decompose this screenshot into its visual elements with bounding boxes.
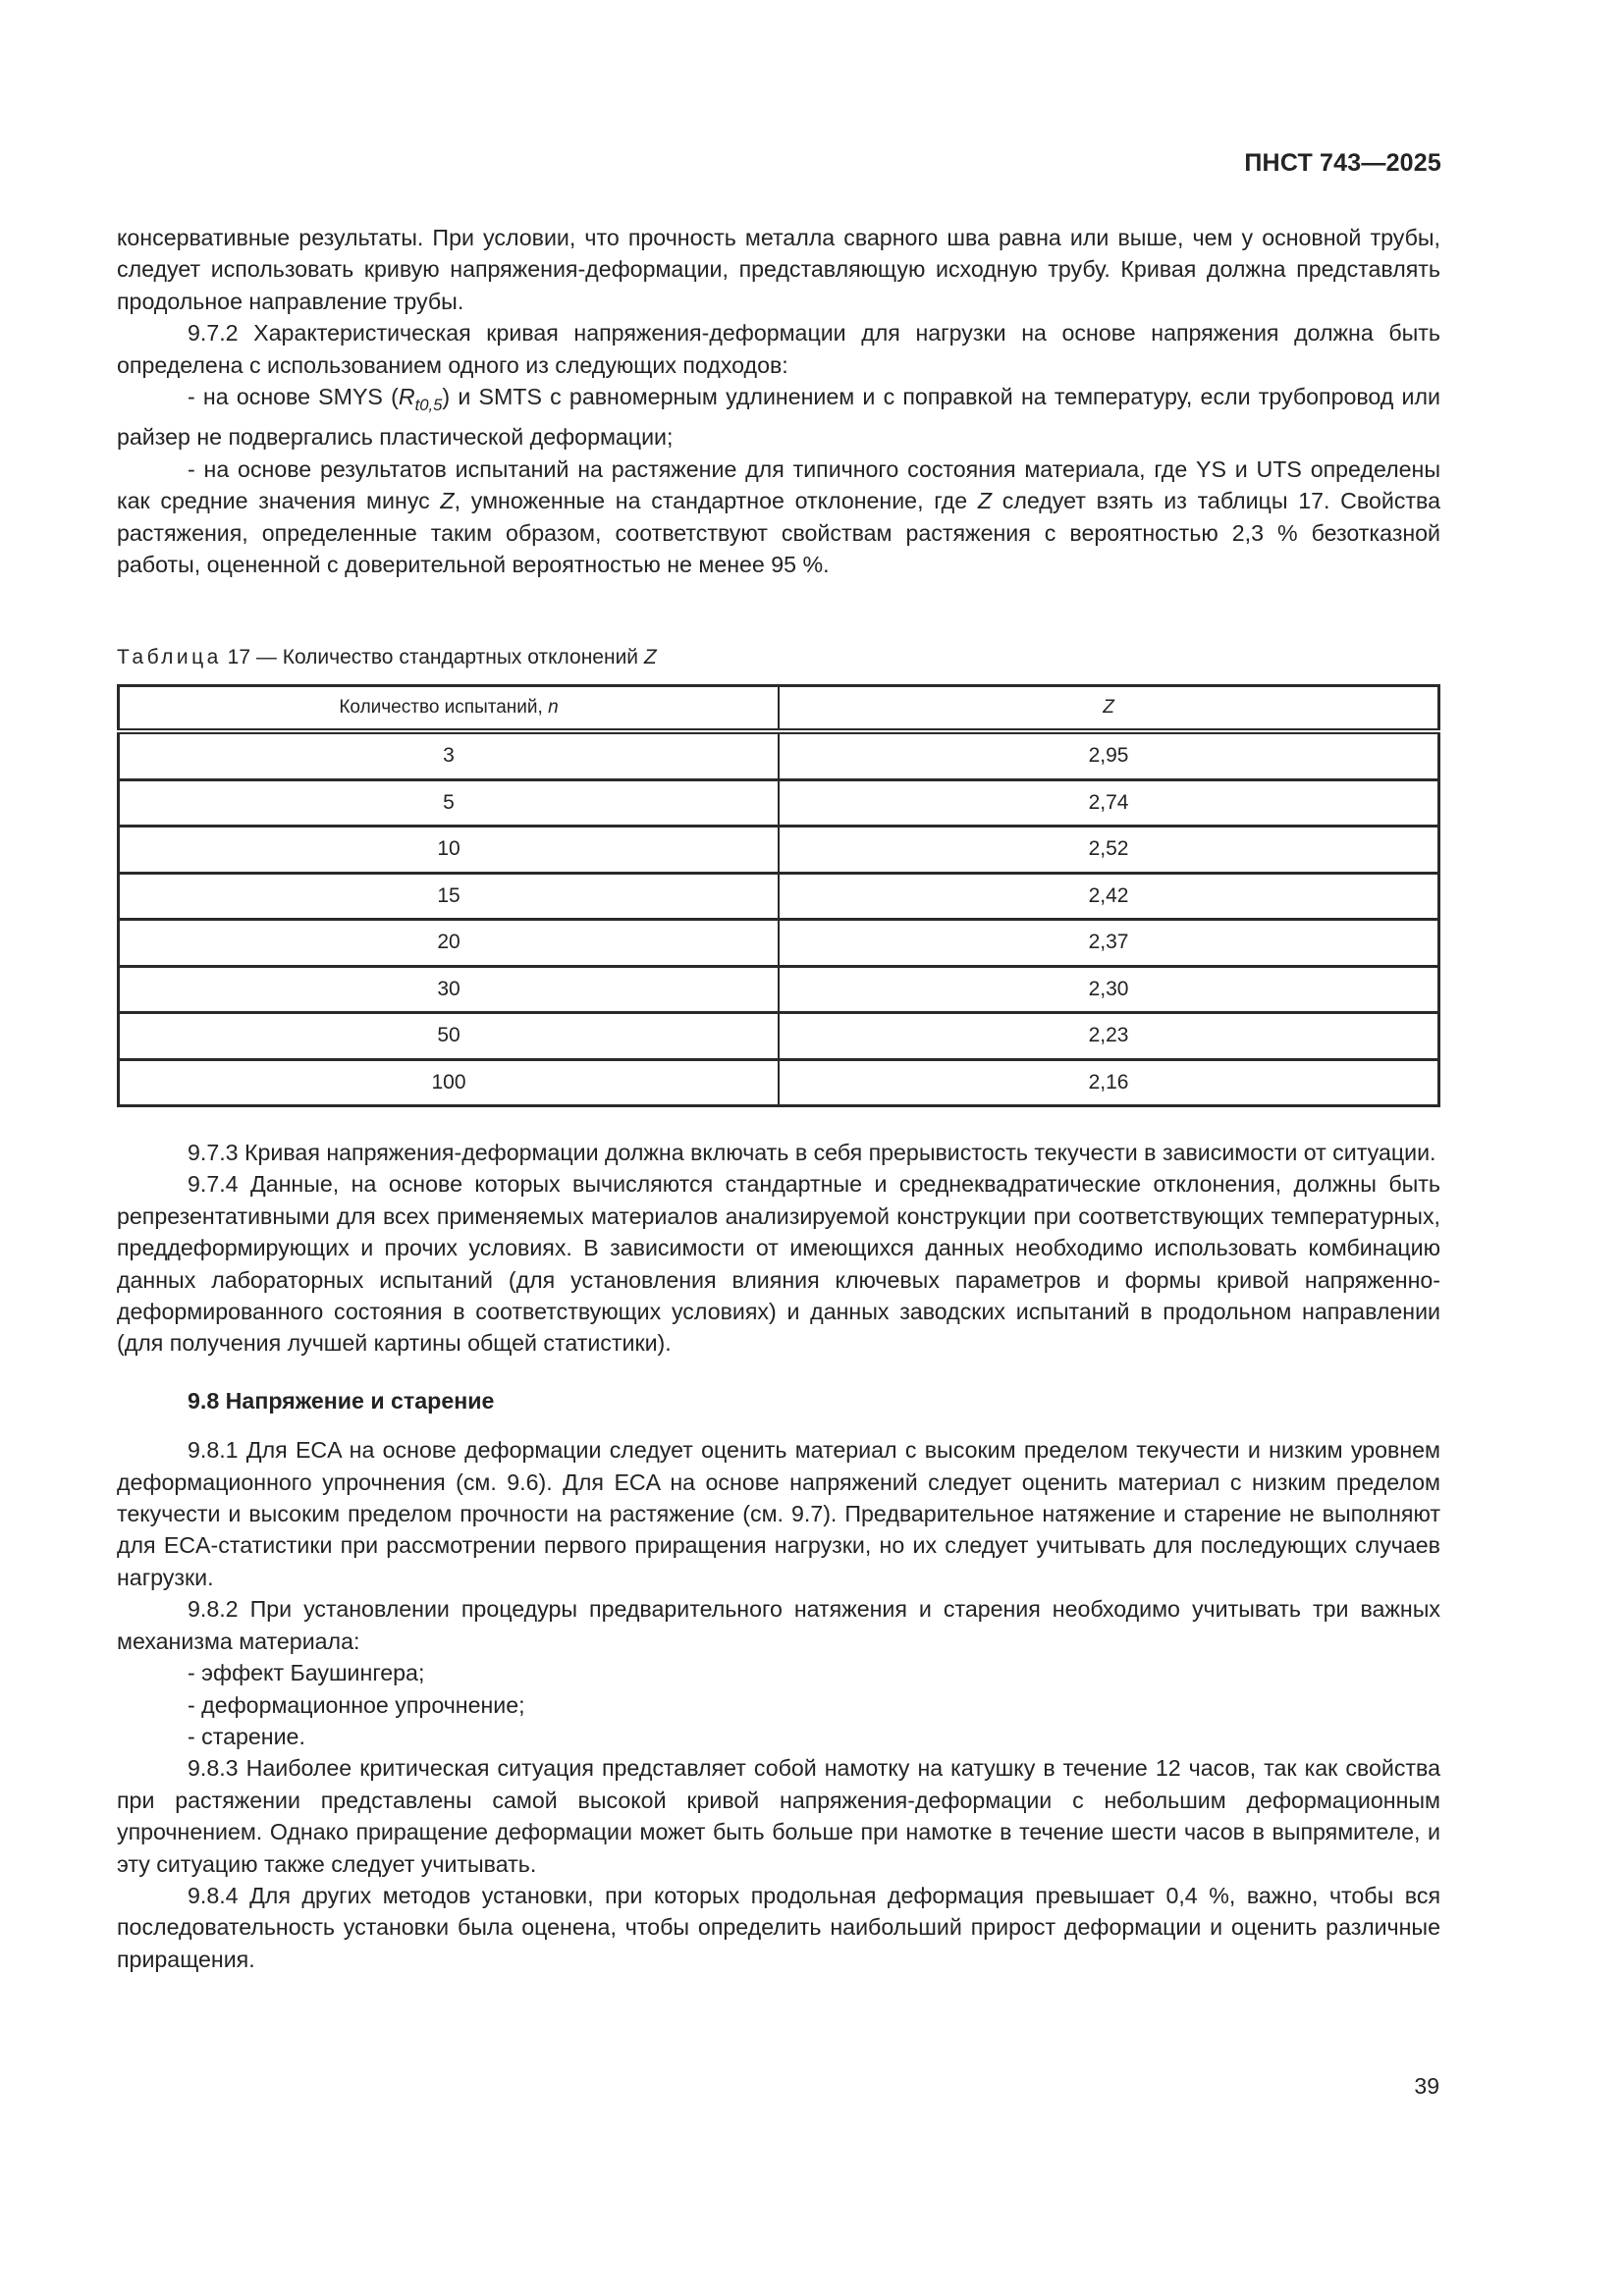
cell-n: 20 — [119, 920, 780, 967]
paragraph-9-8-1: 9.8.1 Для ECA на основе деформации следует оценить материал с высоким пределом текучести и низким уровнем деформационного упрочнения (см. 9.6). Для ECA на основе напряжений следует оценить материал с низким пределом текучести и высоким пределом прочности на растяжение (см. 9.7). Предварительное натяжение и старение не выполняют для ECA-статистики при рассмотрении первого приращения нагрузки, но их следует учитывать для последующих случаев нагрузки. — [117, 1437, 1440, 1590]
list-item: - деформационное упрочнение; — [188, 1691, 525, 1718]
header-tests-count: Количество испытаний, n — [119, 686, 780, 732]
table-caption: Таблица 17 — Количество стандартных отклонений Z — [117, 646, 657, 668]
cell-z: 2,52 — [779, 827, 1439, 874]
table-row — [119, 873, 1439, 920]
table-row — [119, 827, 1439, 874]
table-row — [119, 1059, 1439, 1106]
paragraph-9-8-3: 9.8.3 Наиболее критическая ситуация представляет собой намотку на катушку в течение 12 часов, так как свойства при растяжении представлены самой высокой кривой напряжения-деформации с небольшим деформационным упрочнением. Однако приращение деформации может быть больше при намотке в течение шести часов в выпрямителе, и эту ситуацию также следует учитывать. — [117, 1755, 1440, 1877]
paragraph-9-8-4: 9.8.4 Для других методов установки, при которых продольная деформация превышает 0,4 %, важно, чтобы вся последовательность установки была оценена, чтобы определить наибольший прирост деформации и оценить различные приращения. — [117, 1882, 1440, 1972]
z-table — [117, 684, 1440, 1107]
cell-z: 2,37 — [779, 920, 1439, 967]
table-row — [119, 966, 1439, 1013]
bullet-smys: - на основе SMYS $(R_{t0,5})$ и SMTS с равномерным удлинением и с поправкой на температуру, если трубопровод или райзер не подвергались пластической деформации; — [117, 384, 1440, 451]
document-code: ПНСТ 743—2025 — [1244, 149, 1441, 177]
paragraph-9-7-3: 9.7.3 Кривая напряжения-деформации должна включать в себя прерывистость текучести в зависимости от ситуации. — [188, 1140, 1436, 1165]
cell-z: 2,30 — [779, 966, 1439, 1013]
intro-block — [117, 222, 1440, 580]
paragraph-continued: консервативные результаты. При условии, что прочность металла сварного шва равна или выше, чем у основной трубы, следует использовать кривую напряжения-деформации, представляющую исходную трубу. Кривая должна представлять продольное направление трубы. — [117, 225, 1440, 314]
list-item: - старение. — [188, 1723, 305, 1749]
cell-z: 2,74 — [779, 779, 1439, 827]
cell-z: 2,23 — [779, 1013, 1439, 1060]
paragraph-9-8-2: 9.8.2 При установлении процедуры предварительного натяжения и старения необходимо учитывать три важных механизма материала: — [117, 1596, 1440, 1654]
cell-z: 2,16 — [779, 1059, 1439, 1106]
section-heading-9-8: 9.8 Напряжение и старение — [188, 1387, 495, 1414]
bullet-test-results: - на основе результатов испытаний на растяжение для типичного состояния материала, где YS и UTS определены как средние значения минус Z, умноженные на стандартное отклонение, где Z следует взять из таблицы 17. Свойства растяжения, определенные таким образом, соответствуют свойствам растяжения с вероятностью 2,3 % безотказной работы, оцененной с доверительной вероятностью не менее 95 %. — [117, 455, 1440, 577]
cell-n: 30 — [119, 966, 780, 1013]
cell-n: 15 — [119, 873, 780, 920]
cell-n: 100 — [119, 1059, 780, 1106]
cell-n: 10 — [119, 827, 780, 874]
table-row — [119, 779, 1439, 827]
table-row — [119, 731, 1439, 779]
paragraph-9-7-4: 9.7.4 Данные, на основе которых вычисляются стандартные и среднеквадратические отклонения, должны быть репрезентативными для всех применяемых материалов анализируемой конструкции при соответствующих температурных, преддеформирующих и прочих условиях. В зависимости от имеющихся данных необходимо использовать комбинацию данных лабораторных испытаний (для установления влияния ключевых параметров и формы кривой напряженно-деформированного состояния в соответствующих условиях) и данных заводских испытаний в продольном направлении (для получения лучшей картины общей статистики). — [117, 1171, 1440, 1357]
header-z: Z — [779, 686, 1439, 732]
list-item: - эффект Баушингера; — [188, 1660, 425, 1686]
cell-z: 2,95 — [779, 731, 1439, 779]
table-row — [119, 920, 1439, 967]
section-9-7-continued — [117, 1137, 1440, 1975]
page-number: 39 — [1414, 2073, 1439, 2099]
paragraph-9-7-2: 9.7.2 Характеристическая кривая напряжения-деформации для нагрузки на основе напряжения должна быть определена с использованием одного из следующих подходов: — [117, 320, 1440, 378]
table-row — [119, 1013, 1439, 1060]
cell-n: 5 — [119, 779, 780, 827]
cell-z: 2,42 — [779, 873, 1439, 920]
cell-n: 50 — [119, 1013, 780, 1060]
table-header-row — [119, 686, 1439, 732]
cell-n: 3 — [119, 731, 780, 779]
